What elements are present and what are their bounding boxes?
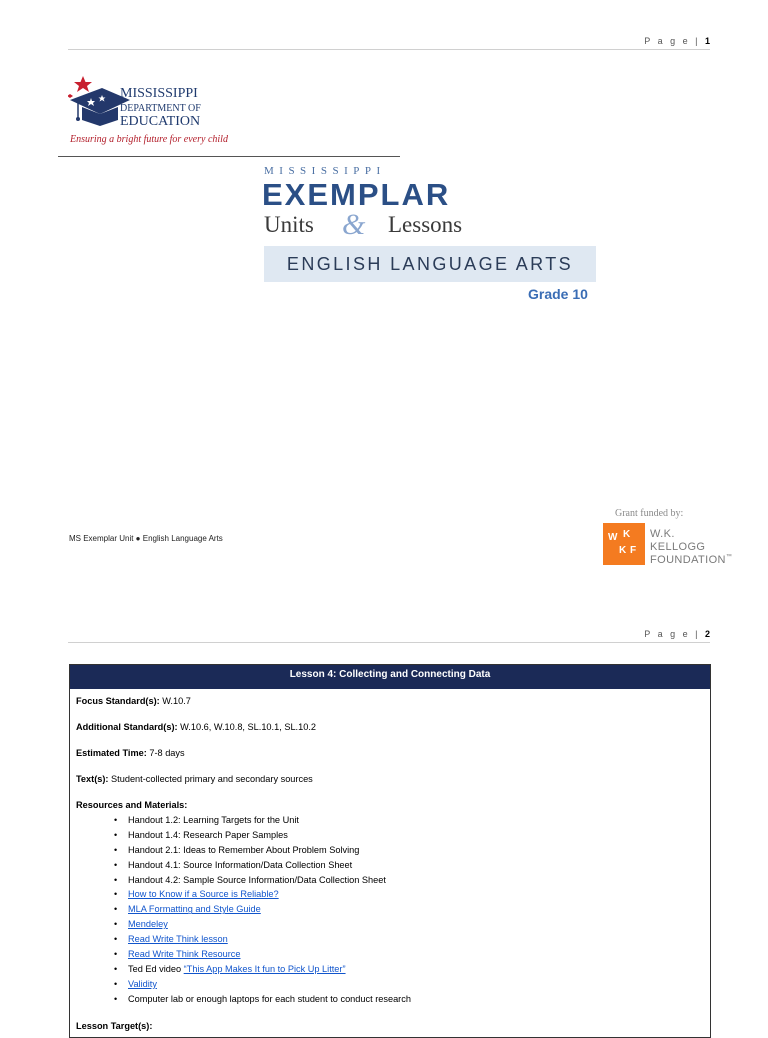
resource-item <box>76 992 411 1007</box>
resource-link[interactable]: MLA Formatting and Style Guide <box>128 904 261 915</box>
resource-text: Handout 4.2: Sample Source Information/Data Collection Sheet <box>128 874 386 885</box>
additional-standards: Additional Standard(s): W.10.6, W.10.8, SL.10.1, SL.10.2 <box>76 722 316 732</box>
page-number-value: 2 <box>704 629 710 639</box>
resource-item <box>76 962 411 977</box>
grade-label: Grade 10 <box>528 286 588 302</box>
resource-link[interactable]: Mendeley <box>128 919 168 930</box>
resource-text: Handout 1.2: Learning Targets for the Unit <box>128 815 299 825</box>
resource-link[interactable]: “This App Makes It fun to Pick Up Litter” <box>183 963 346 974</box>
page1-header-rule <box>68 49 710 50</box>
resource-link[interactable]: Validity <box>128 978 157 989</box>
resource-text: Handout 1.4: Research Paper Samples <box>128 829 288 840</box>
unit-footer: MS Exemplar Unit ● English Language Arts <box>69 534 223 543</box>
estimated-time: Estimated Time: 7-8 days <box>76 748 185 758</box>
page-number-value: 1 <box>704 36 710 46</box>
resource-item[interactable] <box>76 887 411 902</box>
resource-item[interactable] <box>76 917 411 932</box>
resource-item <box>76 843 411 858</box>
texts: Text(s): Student-collected primary and secondary sources <box>76 774 313 784</box>
kellogg-letter-w: W <box>608 532 618 543</box>
resource-link[interactable]: Read Write Think Resource <box>128 949 241 960</box>
resource-link[interactable]: Read Write Think lesson <box>128 934 228 945</box>
exemplar-units: Units <box>264 212 314 237</box>
mde-line3: EDUCATION <box>120 114 201 129</box>
page1-page-number: P a g e | 1 <box>644 36 710 46</box>
mde-logo <box>68 74 238 154</box>
kellogg-letter-f: F <box>630 545 637 556</box>
exemplar-title: EXEMPLAR <box>262 177 451 212</box>
resource-item <box>76 813 411 828</box>
mde-tagline: Ensuring a bright future for every child <box>70 134 228 145</box>
resource-text: Handout 4.1: Source Information/Data Collection Sheet <box>128 859 353 870</box>
lesson-targets-heading: Lesson Target(s): <box>76 1021 153 1031</box>
page-label: P a g e <box>644 36 691 46</box>
lesson-title: Lesson 4: Collecting and Connecting Data <box>70 665 710 689</box>
focus-standard: Focus Standard(s): W.10.7 <box>76 696 191 706</box>
logo-divider <box>58 156 400 157</box>
resource-item[interactable] <box>76 902 411 917</box>
exemplar-ampersand: & <box>342 208 366 241</box>
mde-line2: DEPARTMENT OF <box>120 103 201 114</box>
resource-item[interactable] <box>76 932 411 947</box>
resource-text: Handout 2.1: Ideas to Remember About Problem Solving <box>128 844 360 855</box>
exemplar-lessons: Lessons <box>388 212 463 237</box>
page2-header-rule <box>68 642 710 643</box>
kellogg-letter-k2: K <box>619 545 627 556</box>
resource-link[interactable]: How to Know if a Source is Reliable? <box>128 889 279 900</box>
resources-list <box>76 813 411 1007</box>
lesson-table <box>69 664 711 1038</box>
resources-heading: Resources and Materials: <box>76 800 188 810</box>
kellogg-line2: KELLOGG <box>650 541 706 553</box>
resource-item <box>76 873 411 888</box>
resource-text: Computer lab or enough laptops for each student to conduct research <box>128 993 411 1004</box>
resource-text: Ted Ed video <box>128 963 184 974</box>
page-label: P a g e <box>644 629 691 639</box>
kellogg-line1: W.K. <box>650 528 675 540</box>
resource-item <box>76 858 411 873</box>
ela-band-text: ENGLISH LANGUAGE ARTS <box>286 254 574 274</box>
grant-label: Grant funded by: <box>615 508 684 519</box>
kellogg-logo-icon <box>603 523 645 565</box>
resource-item <box>76 828 411 843</box>
page2-page-number: P a g e | 2 <box>644 629 710 639</box>
kellogg-line3: FOUNDATION™ <box>650 554 733 566</box>
kellogg-letter-k1: K <box>623 529 631 540</box>
resource-item[interactable] <box>76 947 411 962</box>
mde-line1: MISSISSIPPI <box>120 86 198 101</box>
exemplar-state: MISSISSIPPI <box>264 165 386 177</box>
resource-item[interactable] <box>76 977 411 992</box>
